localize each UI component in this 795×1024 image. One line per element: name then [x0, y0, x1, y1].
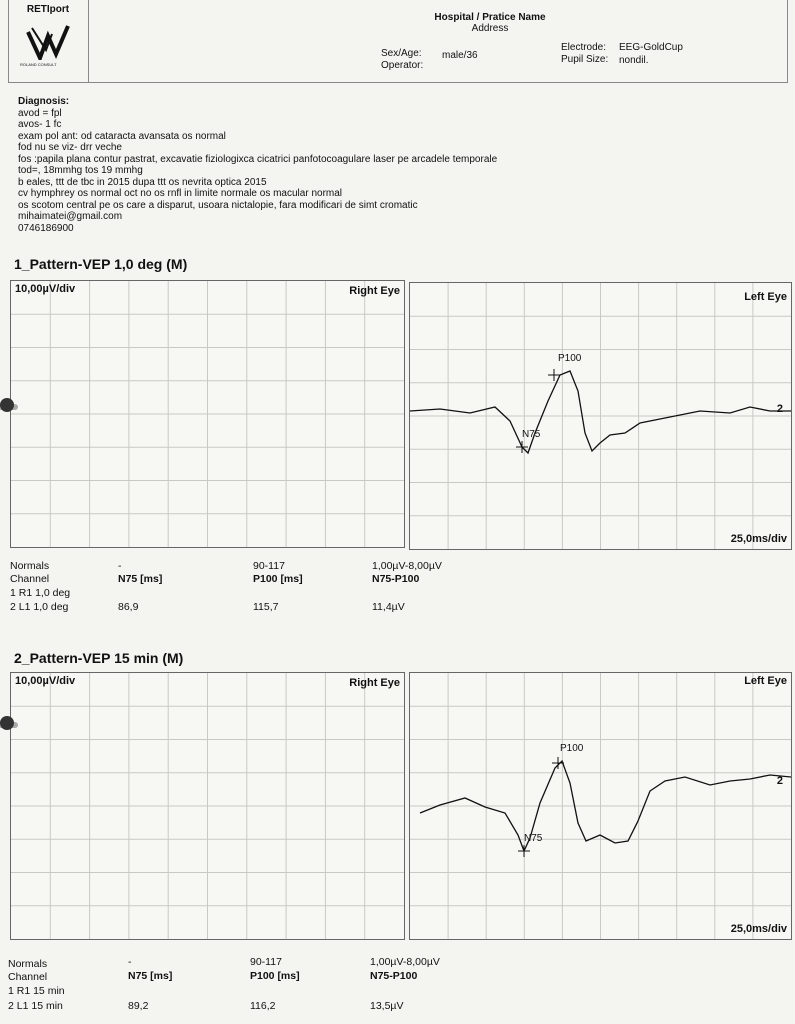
operator-label: Operator:	[381, 60, 424, 71]
hospital-address: Address	[471, 23, 509, 34]
p100-marker-label: P100	[558, 353, 582, 364]
trace-id-label: 2	[776, 775, 783, 787]
row-l1: 2 L1 15 min	[8, 1000, 63, 1012]
p100-marker-label: P100	[560, 743, 584, 754]
normals-amplitude: 1,00µV-8,00µV	[370, 956, 440, 968]
normals-n75: -	[128, 956, 132, 968]
trace-id-label: 2	[776, 403, 783, 415]
vep-trace	[410, 673, 791, 939]
right-eye-label: Right Eye	[349, 285, 400, 297]
normals-label: Normals	[8, 958, 48, 970]
x-scale-label: 25,0ms/div	[730, 923, 787, 935]
row-l1-p100: 115,7	[253, 601, 279, 613]
right-eye-panel	[10, 672, 405, 940]
left-eye-label: Left Eye	[744, 675, 787, 687]
diagnosis-title: Diagnosis:	[18, 96, 70, 107]
diagnosis-line: fos :papila plana contur pastrat, excavatie fiziologixca cicatrici panfotocoagulare laser pe arcadele temporale	[18, 153, 498, 165]
diagnosis-line: os scotom central pe os care a disparut, usoara nictalopie, fara modificari de simt cromatic	[18, 199, 418, 211]
row-r1: 1 R1 1,0 deg	[10, 587, 71, 599]
channel-label: Channel	[8, 971, 48, 983]
diagnosis-line: cv hymphrey os normal oct no os rnfl in limite normale os macular normal	[18, 188, 343, 199]
electrode-label: Electrode:	[561, 42, 607, 53]
sex-age-value: male/36	[442, 50, 478, 61]
row-l1-amplitude: 13,5µV	[370, 1000, 404, 1012]
amplitude-column-header: N75-P100	[370, 970, 418, 982]
section-title: 2_Pattern-VEP 15 min (M)	[14, 650, 184, 666]
normals-n75: -	[118, 560, 122, 572]
n75-marker-label: N75	[524, 833, 543, 844]
amplitude-column-header: N75-P100	[372, 573, 420, 585]
n75-marker-label: N75	[522, 429, 541, 440]
binder-hole	[0, 716, 14, 730]
row-l1-n75: 86,9	[118, 601, 139, 613]
x-scale-label: 25,0ms/div	[730, 533, 787, 545]
section-title: 1_Pattern-VEP 1,0 deg (M)	[14, 256, 188, 272]
left-eye-label: Left Eye	[744, 291, 787, 303]
n75-column-header: N75 [ms]	[118, 573, 163, 585]
y-scale-label: 10,00µV/div	[15, 675, 76, 687]
diagnosis-line: exam pol ant: od cataracta avansata os normal	[18, 130, 226, 142]
roland-logo-icon	[26, 24, 70, 60]
logo-box	[8, 0, 89, 82]
channel-label: Channel	[10, 573, 50, 585]
diagnosis-line: avod = fpl	[18, 107, 62, 119]
row-l1-p100: 116,2	[250, 1000, 276, 1012]
y-scale-label: 10,00µV/div	[15, 283, 76, 295]
row-r1: 1 R1 15 min	[8, 985, 65, 997]
grid	[11, 673, 404, 939]
right-eye-panel	[10, 280, 405, 548]
diagnosis-line: 0746186900	[18, 222, 74, 234]
diagnosis-line: avos- 1 fc	[18, 119, 62, 130]
pupil-value: nondil.	[619, 55, 649, 66]
results-table	[8, 956, 528, 1018]
sex-age-label: Sex/Age:	[381, 48, 422, 59]
electrode-value: EEG-GoldCup	[619, 42, 683, 53]
pupil-label: Pupil Size:	[561, 54, 609, 65]
diagnosis-line: b eales, ttt de tbc in 2015 dupa ttt os nevrita optica 2015	[18, 176, 267, 188]
diagnosis-line: tod=, 18mmhg tos 19 mmhg	[18, 165, 143, 176]
normals-label: Normals	[10, 560, 50, 572]
diagnosis-line: mihaimatei@gmail.com	[18, 211, 123, 222]
normals-p100: 90-117	[250, 956, 282, 968]
vep-trace	[410, 283, 791, 549]
logo-subtitle: ROLAND CONSULT	[20, 62, 57, 67]
n75-column-header: N75 [ms]	[128, 970, 173, 982]
binder-hole	[0, 398, 14, 412]
results-table	[10, 560, 530, 622]
diagnosis-block	[18, 96, 497, 234]
brand-name: RETIport	[26, 4, 70, 15]
hospital-name: Hospital / Pratice Name	[434, 12, 546, 23]
normals-p100: 90-117	[253, 560, 285, 572]
diagnosis-line: fod nu se viz- drr veche	[18, 142, 122, 153]
grid	[11, 281, 404, 547]
p100-column-header: P100 [ms]	[250, 970, 300, 982]
normals-amplitude: 1,00µV-8,00µV	[372, 560, 442, 572]
p100-column-header: P100 [ms]	[253, 573, 303, 585]
right-eye-label: Right Eye	[349, 677, 400, 689]
row-l1-amplitude: 11,4µV	[372, 601, 405, 613]
left-eye-panel	[409, 282, 792, 550]
row-l1: 2 L1 1,0 deg	[10, 601, 69, 613]
left-eye-panel	[409, 672, 792, 940]
row-l1-n75: 89,2	[128, 1000, 149, 1012]
